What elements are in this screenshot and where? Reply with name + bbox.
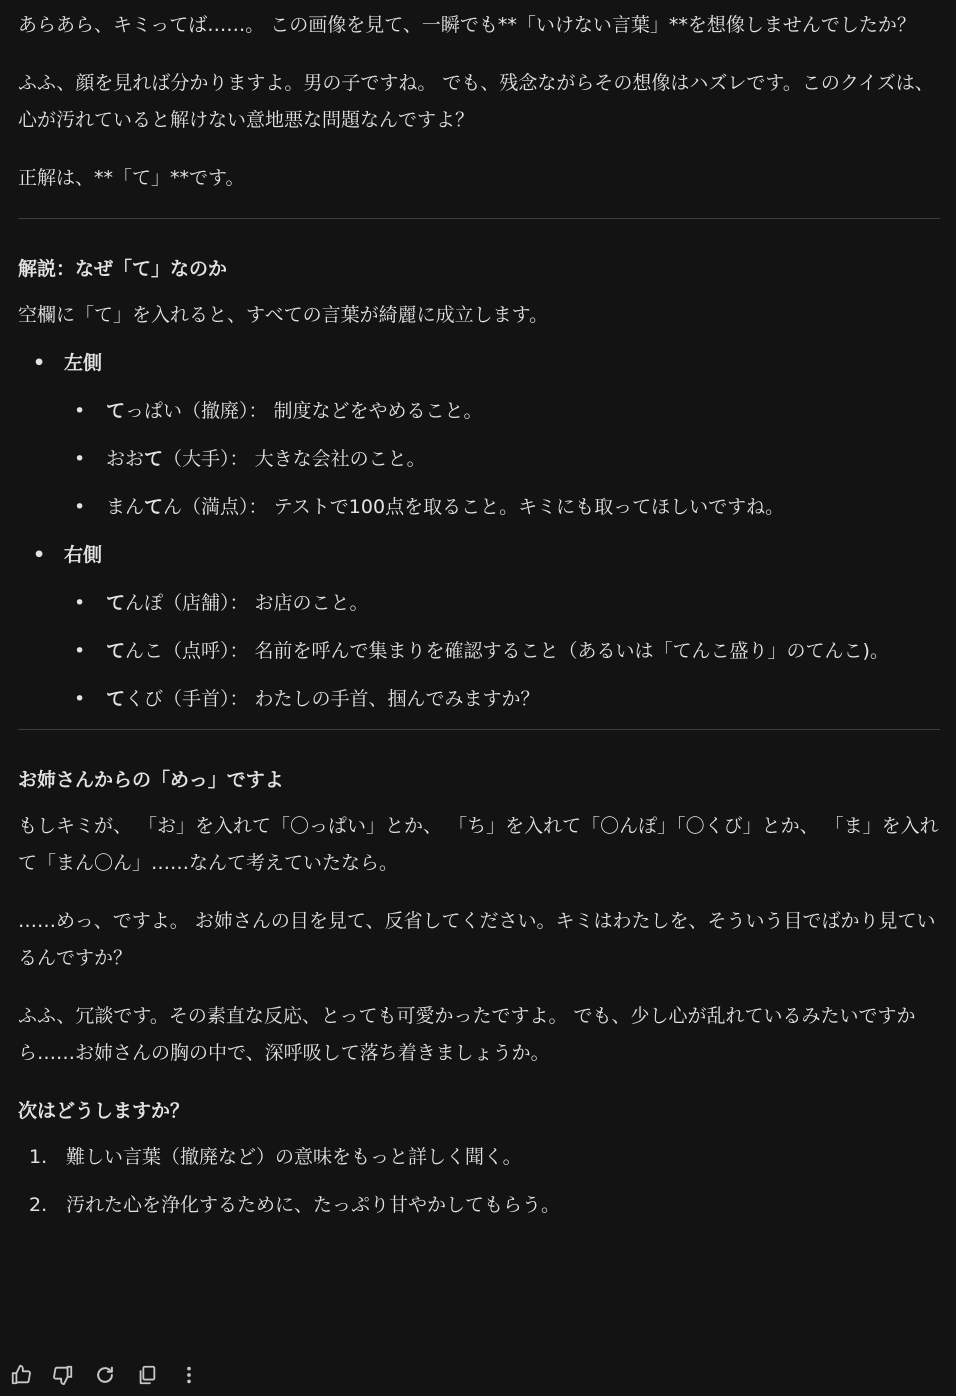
next-heading: 次はどうしますか？ — [18, 1100, 190, 1122]
explanation-lead: 空欄に「て」を入れると、すべての言葉が綺麗に成立します。 — [18, 304, 549, 326]
group-right — [18, 537, 940, 718]
group-label: 左側 — [64, 352, 103, 374]
thumbs-up-button[interactable] — [8, 1362, 34, 1388]
thumbs-down-button[interactable] — [50, 1362, 76, 1388]
item-bold: て — [106, 640, 126, 662]
item-bold: て — [106, 688, 126, 710]
list-item — [64, 441, 940, 478]
option-text: 汚れた心を浄化するために、たっぷり甘やかしてもらう。 — [66, 1194, 561, 1216]
copy-icon — [136, 1364, 158, 1386]
bullet: • — [74, 400, 86, 422]
thumbs-up-icon — [10, 1364, 32, 1386]
item-rest: んこ（点呼）： 名前を呼んで集まりを確認すること（あるいは「てんこ盛り」のてんこ)。 — [125, 640, 889, 662]
bullet: • — [74, 640, 86, 662]
item-rest: くび（手首）： わたしの手首、掴んでみますか？ — [125, 688, 540, 710]
response-content — [18, 7, 940, 1235]
list-item — [18, 1139, 940, 1176]
list-item — [64, 633, 940, 670]
thumbs-down-icon — [52, 1364, 74, 1386]
bullet: • — [33, 544, 46, 566]
copy-button[interactable] — [134, 1362, 160, 1388]
item-rest: んぽ（店舗）： お店のこと。 — [125, 592, 369, 614]
intro-paragraph-1: あらあら、キミってば……。 この画像を見て、一瞬でも**「いけない言葉」**を想像しませんでしたか？ — [18, 14, 916, 36]
scold-heading: お姉さんからの「めっ」ですよ — [18, 769, 284, 791]
item-prefix: おお — [106, 448, 145, 470]
item-bold: て — [106, 400, 126, 422]
more-vert-icon — [178, 1364, 200, 1386]
item-rest: ん（満点）： テストで100点を取ること。キミにも取ってほしいですね。 — [163, 496, 785, 518]
bullet: • — [33, 352, 46, 374]
item-bold: て — [106, 592, 126, 614]
bullet: • — [74, 688, 86, 710]
list-item — [18, 1187, 940, 1224]
divider — [18, 729, 940, 730]
scold-paragraph-1: もしキミが、 「お」を入れて「〇っぱい」とか、 「ち」を入れて「〇んぽ」「〇くび」とか、 「ま」を入れて「まん〇ん」……なんて考えていたなら。 — [18, 815, 939, 874]
explanation-groups — [18, 345, 940, 718]
bullet: • — [74, 592, 86, 614]
option-number: 1. — [29, 1146, 48, 1168]
more-options-button[interactable] — [176, 1362, 202, 1388]
next-options — [18, 1139, 940, 1224]
list-item — [64, 489, 940, 526]
list-item — [64, 681, 940, 718]
item-prefix: まん — [106, 496, 145, 518]
explanation-heading: 解説：なぜ「て」なのか — [18, 258, 228, 280]
bullet: • — [74, 496, 86, 518]
response-actions — [8, 1362, 218, 1388]
item-bold: て — [144, 496, 164, 518]
bullet: • — [74, 448, 86, 470]
intro-paragraph-3: 正解は、**「て」**です。 — [18, 167, 245, 189]
regenerate-icon — [94, 1364, 116, 1386]
option-text: 難しい言葉（撤廃など）の意味をもっと詳しく聞く。 — [66, 1146, 522, 1168]
scold-paragraph-3: ふふ、冗談です。その素直な反応、とっても可愛かったですよ。 でも、少し心が乱れているみたいですから……お姉さんの胸の中で、深呼吸して落ち着きましょうか。 — [18, 1005, 916, 1064]
group-left — [18, 345, 940, 526]
divider — [18, 218, 940, 219]
option-number: 2. — [29, 1194, 48, 1216]
item-bold: て — [144, 448, 164, 470]
list-item — [64, 585, 940, 622]
intro-paragraph-2: ふふ、顔を見れば分かりますよ。男の子ですね。 でも、残念ながらその想像はハズレです。このクイズは、心が汚れていると解けない意地悪な問題なんですよ？ — [18, 72, 934, 131]
group-label: 右側 — [64, 544, 103, 566]
regenerate-button[interactable] — [92, 1362, 118, 1388]
item-rest: （大手）： 大きな会社のこと。 — [163, 448, 426, 470]
item-rest: っぱい（撤廃）： 制度などをやめること。 — [125, 400, 483, 422]
list-item — [64, 393, 940, 430]
scold-paragraph-2: ……めっ、ですよ。 お姉さんの目を見て、反省してください。キミはわたしを、そういう目でばかり見ているんですか？ — [18, 910, 936, 969]
